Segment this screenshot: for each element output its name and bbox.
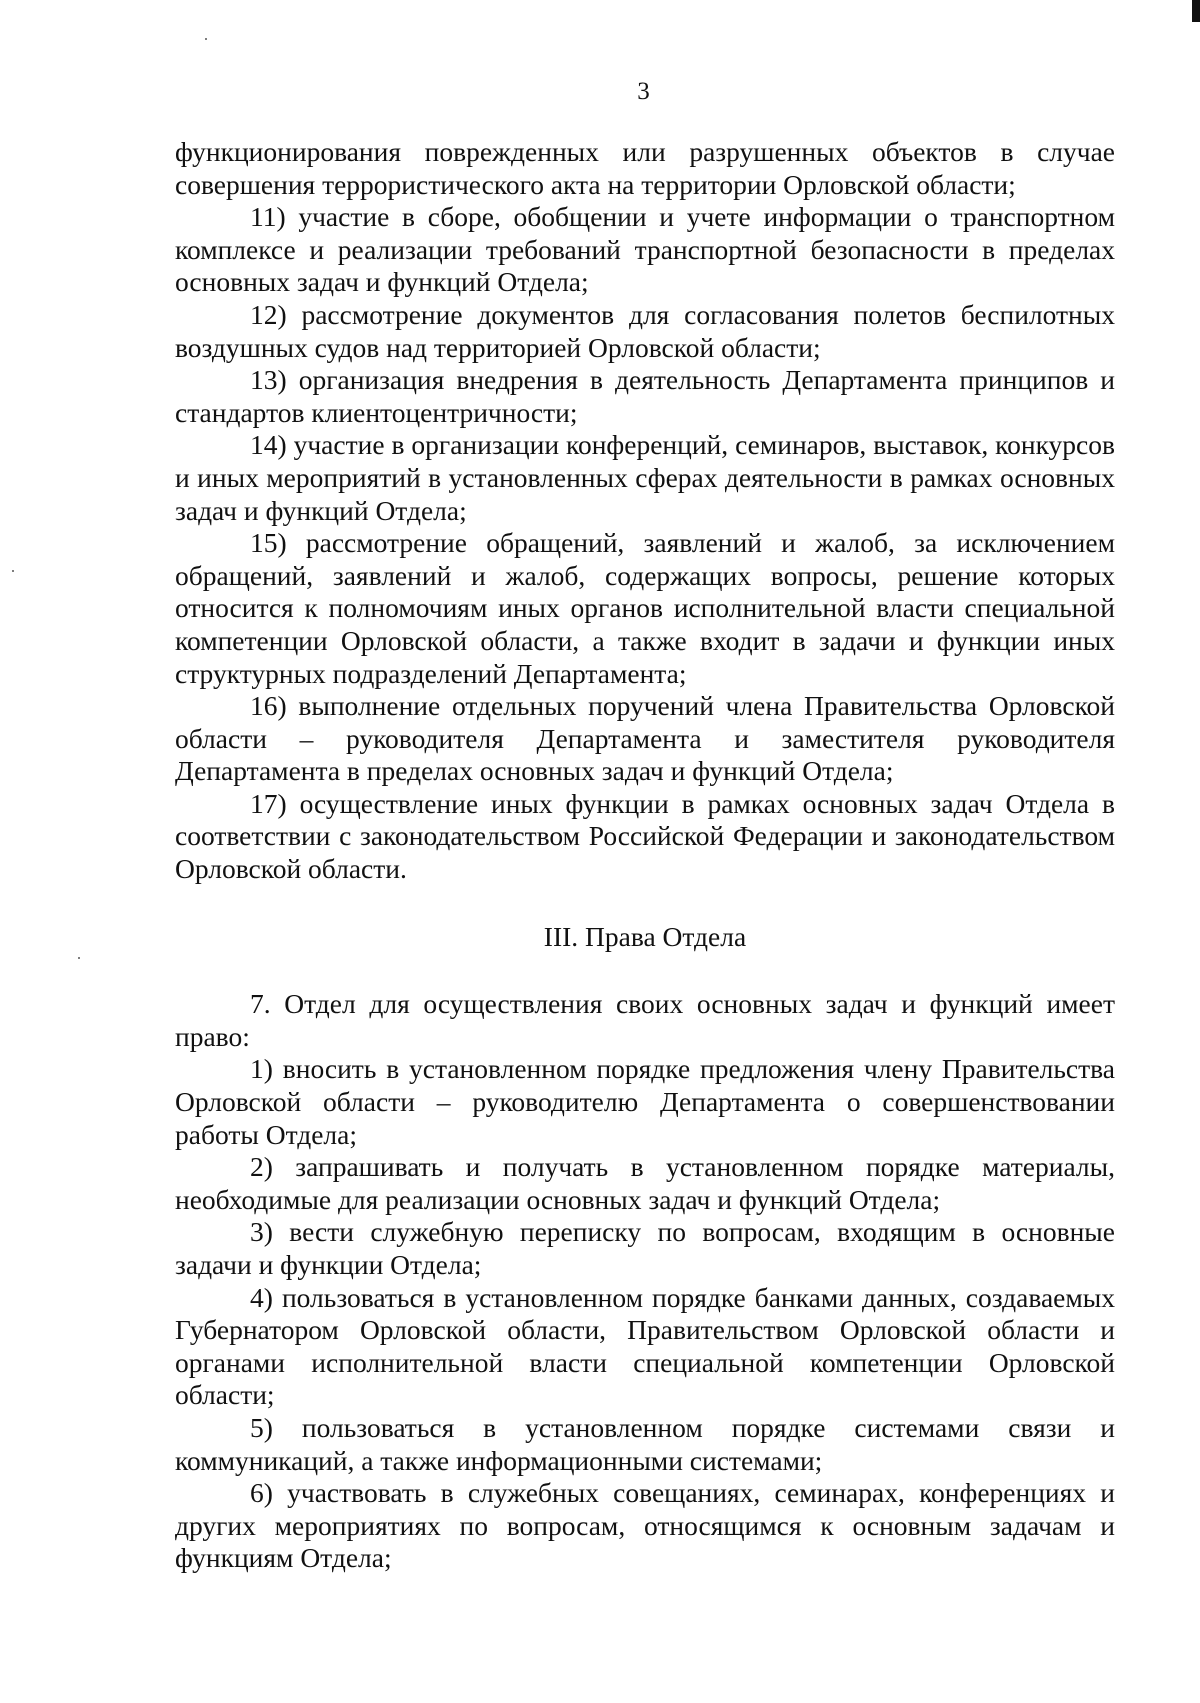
paragraph: 5) пользоваться в установленном порядке системами связи и коммуникаций, а также информационными системами;	[175, 1411, 1115, 1476]
paragraph: 2) запрашивать и получать в установленном порядке материалы, необходимые для реализации основных задач и функций Отдела;	[175, 1151, 1115, 1215]
paragraph: 17) осуществление иных функции в рамках основных задач Отдела в соответствии с законодательством Российской Федерации и законодательством Орловской области.	[175, 787, 1115, 885]
paragraph: 4) пользоваться в установленном порядке банками данных, создаваемых Губернатором Орловской области, Правительством Орловской области и органами исполнительной власти специальной компетенции Орловской области;	[175, 1281, 1115, 1411]
paragraph: 11) участие в сборе, обобщении и учете информации о транспортном комплексе и реализации требований транспортной безопасности в пределах основных задач и функций Отдела;	[175, 201, 1115, 298]
paragraph: 1) вносить в установленном порядке предложения члену Правительства Орловской области – руководителю Департамента о совершенствовании работы Отдела;	[175, 1053, 1115, 1150]
paragraph: функционирования поврежденных или разрушенных объектов в случае совершения террористического акта на территории Орловской области;	[175, 136, 1115, 200]
paragraph: 16) выполнение отдельных поручений члена Правительства Орловской области – руководителя Департамента и заместителя руководителя Департамента в пределах основных задач и функций Отдела;	[175, 690, 1115, 787]
scan-edge-mark	[1192, 0, 1200, 22]
section-heading: III. Права Отдела	[543, 920, 747, 952]
paragraph: 7. Отдел для осуществления своих основных задач и функций имеет право:	[175, 988, 1115, 1052]
paragraph: 13) организация внедрения в деятельность Департамента принципов и стандартов клиентоцентричности;	[175, 364, 1115, 428]
scan-speck	[78, 957, 80, 959]
rights-list	[175, 988, 1115, 1575]
page-number: 3	[637, 78, 650, 105]
paragraph: 14) участие в организации конференций, семинаров, выставок, конкурсов и иных мероприятий в установленных сферах деятельности в рамках основных задач и функций Отдела;	[175, 429, 1115, 526]
paragraph: 6) участвовать в служебных совещаниях, семинарах, конференциях и других мероприятиях по вопросам, относящимся к основным задачам и функциям Отдела;	[175, 1477, 1115, 1574]
scan-speck	[12, 570, 14, 572]
functions-list-continued	[175, 136, 1115, 886]
document-body	[175, 136, 1115, 1575]
paragraph: 15) рассмотрение обращений, заявлений и жалоб, за исключением обращений, заявлений и жалоб, содержащих вопросы, решение которых относится к полномочиям иных органов исполнительной власти специальной компетенции Орловской области, а также входит в задачи и функции иных структурных подразделений Департамента;	[175, 527, 1115, 689]
scan-speck	[205, 38, 207, 40]
paragraph: 12) рассмотрение документов для согласования полетов беспилотных воздушных судов над территорией Орловской области;	[175, 298, 1115, 363]
paragraph: 3) вести служебную переписку по вопросам, входящим в основные задачи и функции Отдела;	[175, 1216, 1115, 1280]
